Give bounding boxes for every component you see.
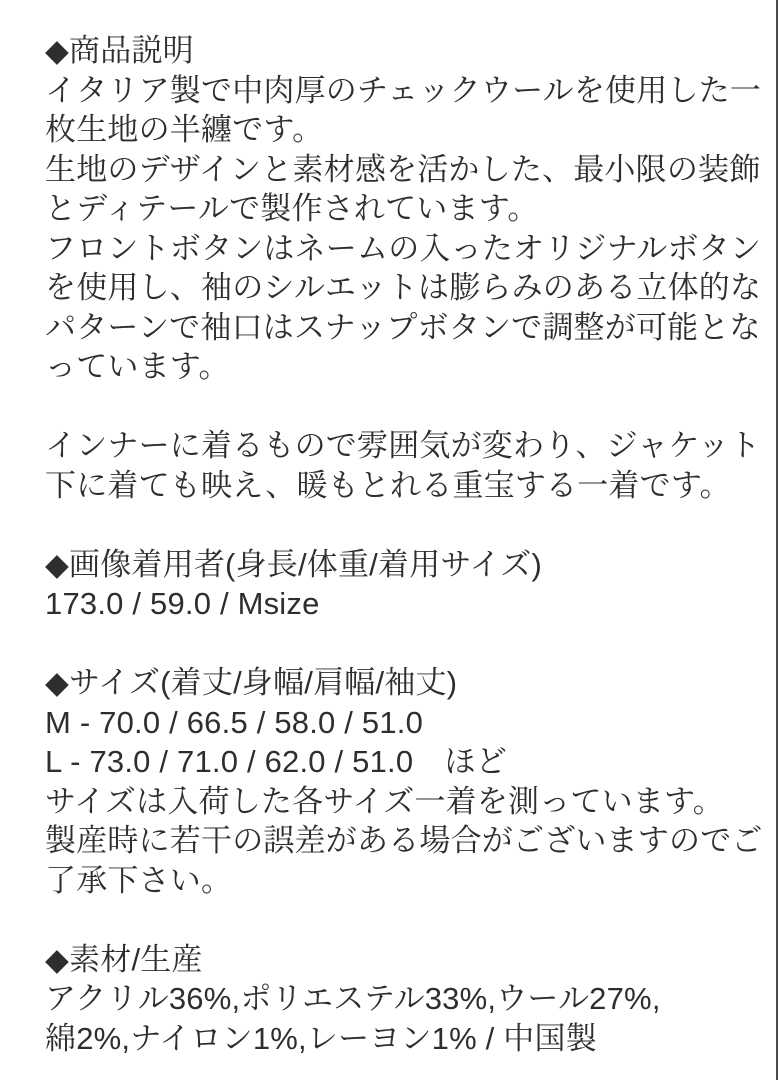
- text-line: L - 73.0 / 71.0 / 62.0 / 51.0 ほど: [45, 744, 507, 779]
- text-line: 下に着ても映え、暖もとれる重宝する一着です。: [45, 467, 731, 503]
- section-material-info: [45, 940, 757, 1059]
- text-line: アクリル36%,ポリエステル33%,ウール27%,: [45, 981, 661, 1016]
- text-line: サイズは入荷した各サイズ一着を測っています。: [45, 783, 724, 819]
- section-model-info: [45, 545, 757, 624]
- paragraph: [45, 426, 761, 505]
- text-line: 了承下さい。: [45, 862, 233, 898]
- section-size-info: [45, 663, 763, 900]
- text-line: 173.0 / 59.0 / Msize: [45, 586, 320, 621]
- right-edge-divider: [776, 0, 778, 1080]
- section-product-description: [45, 31, 762, 505]
- section-heading: ◆素材/生産: [45, 941, 203, 977]
- section-heading: ◆商品説明: [45, 33, 194, 68]
- product-description-text: [45, 31, 763, 1058]
- text-line: 製産時に若干の誤差がある場合がございますのでご: [45, 823, 763, 858]
- text-line: インナーに着るもので雰囲気が変わり、ジャケット: [45, 428, 761, 463]
- text-line: 生地のデザインと素材感を活かした、最小限の装飾: [45, 151, 761, 187]
- paragraph: [45, 71, 762, 387]
- text-line: とディテールで製作されています。: [45, 191, 539, 226]
- paragraph: [45, 979, 757, 1058]
- text-line: っています。: [45, 349, 230, 384]
- section-heading: ◆サイズ(着丈/身幅/肩幅/袖丈): [45, 665, 458, 700]
- text-line: パターンで袖口はスナップボタンで調整が可能とな: [45, 309, 761, 345]
- section-heading: ◆画像着用者(身長/体重/着用サイズ): [45, 546, 543, 582]
- text-line: を使用し、袖のシルエットは膨らみのある立体的な: [45, 270, 762, 305]
- text-line: 枚生地の半纏です。: [45, 112, 324, 147]
- paragraph: [45, 584, 757, 624]
- text-line: イタリア製で中肉厚のチェックウールを使用した一: [45, 72, 762, 108]
- text-line: フロントボタンはネームの入ったオリジナルボタン: [45, 230, 762, 266]
- text-line: 綿2%,ナイロン1%,レーヨン1% / 中国製: [45, 1020, 597, 1056]
- paragraph: [45, 703, 763, 901]
- text-line: M - 70.0 / 66.5 / 58.0 / 51.0: [45, 704, 424, 740]
